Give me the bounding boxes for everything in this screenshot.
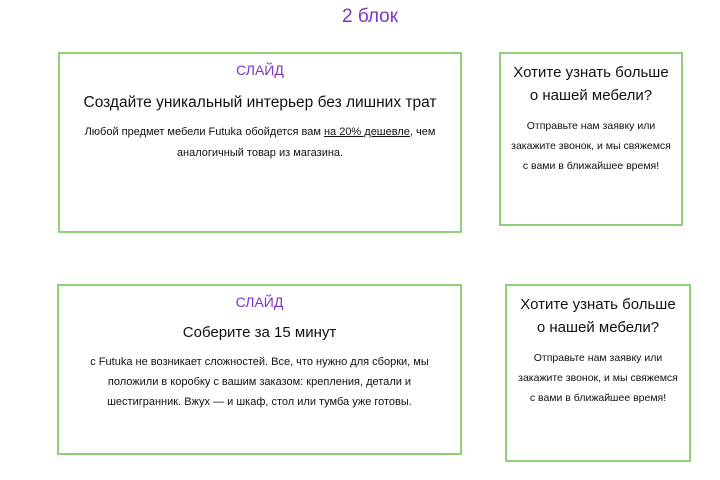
slide-card-1 [58,52,462,233]
contact-heading: Хотите узнать больше о нашей мебели? [520,296,676,336]
contact-text: Отправьте нам заявку или закажите звонок, и мы свяжемся с вами в ближайшее время! [518,352,678,404]
contact-heading: Хотите узнать больше о нашей мебели? [513,64,669,104]
contact-card-1 [499,52,683,226]
slide-text-underlined: на 20% дешевле [323,126,410,139]
slide-label: СЛАЙД [235,294,284,310]
slide-label: СЛАЙД [236,62,284,78]
slide-heading: Создайте уникальный интерьер без лишних трат [83,94,437,111]
slide-text [78,122,442,163]
block-title: 2 блок [341,6,399,27]
slide-card-2 [57,284,462,455]
slide-heading: Соберите за 15 минут [182,324,337,341]
slide-text-part: , чем аналогичный товар из магазина. [176,126,436,159]
contact-text: Отправьте нам заявку или закажите звонок, и мы свяжемся с вами в ближайшее время! [511,120,671,172]
slide-text-part: Любой предмет мебели Futuka обойдется вам [84,126,324,139]
contact-card-2 [505,284,691,462]
slide-text: с Futuka не возникает сложностей. Все, что нужно для сборки, мы положили в коробку с вашим заказом: крепления, детали и шестигранник. Вжух — и шкаф, стол или тумба уже готовы. [90,355,429,409]
